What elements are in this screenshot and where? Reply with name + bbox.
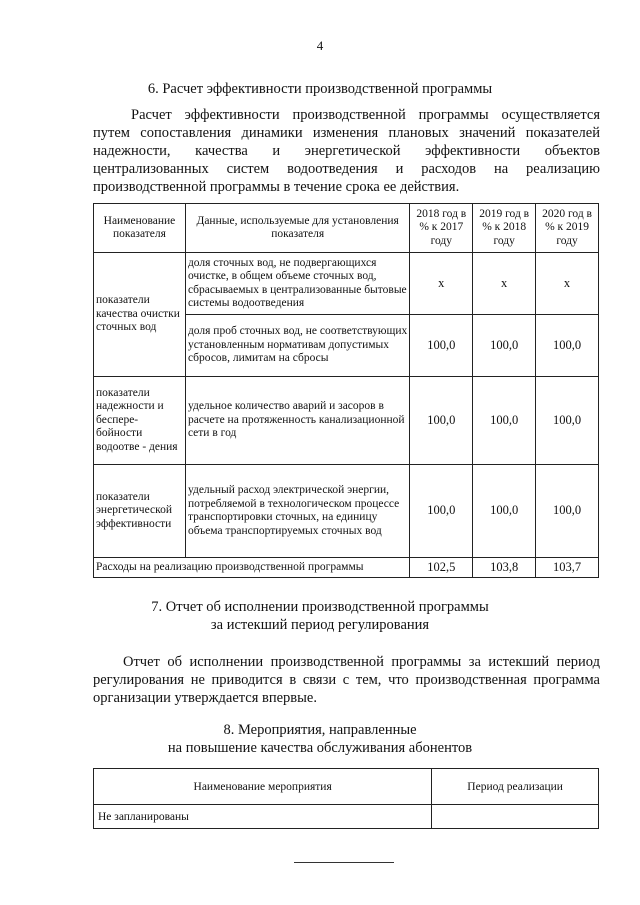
table-row — [94, 377, 599, 465]
header-measure-name: Наименование мероприятия — [94, 769, 432, 805]
cell-2020: 100,0 — [536, 465, 599, 558]
measures-table — [93, 768, 599, 829]
header-period: Период реализации — [432, 769, 599, 805]
paragraph-line: Расчет эффективности производственной программы осуществляется — [131, 107, 600, 123]
page-number: 4 — [316, 38, 324, 53]
header-data-used: Данные, используемые для установления показателя — [185, 204, 409, 253]
total-2019: 103,8 — [473, 558, 536, 578]
table-row — [94, 805, 599, 829]
cell-2018: x — [410, 253, 473, 315]
paragraph-line: организации утверждается впервые. — [93, 690, 317, 706]
header-2019: 2019 год в % к 2018 году — [473, 204, 536, 253]
total-2020: 103,7 — [536, 558, 599, 578]
paragraph-line: производственной программы в течение срока ее действия. — [93, 179, 460, 195]
row-group-label: показатели энергетической эффективности — [94, 465, 186, 558]
cell-2019: 100,0 — [473, 377, 536, 465]
cell-2018: 100,0 — [410, 377, 473, 465]
paragraph-line: централизованных систем водоотведения и расходов на реализацию — [93, 161, 600, 177]
cell-2019: 100,0 — [473, 315, 536, 377]
paragraph-line: регулирования не приводится в связи с тем, что производственная программа — [93, 672, 600, 688]
efficiency-table — [93, 203, 599, 578]
header-2018: 2018 год в % к 2017 году — [410, 204, 473, 253]
cell-2018: 100,0 — [410, 315, 473, 377]
header-2020: 2020 год в % к 2019 году — [536, 204, 599, 253]
table-row — [94, 253, 599, 315]
total-2018: 102,5 — [410, 558, 473, 578]
row-group-label: показатели качества очистки сточных вод — [94, 253, 186, 377]
footer-divider — [294, 862, 394, 863]
cell-2019: x — [473, 253, 536, 315]
row-data: доля сточных вод, не подвергающихся очистке, в общем объеме сточных вод, сбрасываемых в централизованные бытовые системы водоотведения — [185, 253, 409, 315]
measure-name: Не запланированы — [94, 805, 432, 829]
section-8-title — [0, 721, 640, 757]
paragraph-line: надежности, качества и энергетической эффективности объектов — [93, 143, 600, 159]
row-data: удельное количество аварий и засоров в расчете на протяженность канализационной сети в год — [185, 377, 409, 465]
measure-period — [432, 805, 599, 829]
row-data: доля проб сточных вод, не соответствующих установленным нормативам допустимых сбросов, лимитам на сбросы — [185, 315, 409, 377]
section-7-title-line: за истекший период регулирования — [210, 617, 430, 633]
section-8-title-line: 8. Мероприятия, направленные — [223, 722, 417, 738]
cell-2020: 100,0 — [536, 315, 599, 377]
cell-2019: 100,0 — [473, 465, 536, 558]
section-7-title-line: 7. Отчет об исполнении производственной программы — [151, 599, 489, 615]
cell-2020: x — [536, 253, 599, 315]
section-8-title-line: на повышение качества обслуживания абонентов — [167, 740, 473, 756]
section-6-paragraph — [93, 106, 600, 196]
row-group-label: показатели надежности и беспере- бойности водоотве - дения — [94, 377, 186, 465]
row-data: удельный расход электрической энергии, потребляемой в технологическом процессе транспортировки сточных, на единицу объема транспортируемых сточных вод — [185, 465, 409, 558]
header-indicator-name: Наименование показателя — [94, 204, 186, 253]
section-7-title — [0, 598, 640, 634]
table-row — [94, 465, 599, 558]
paragraph-line: Отчет об исполнении производственной программы за истекший период — [123, 654, 600, 670]
cell-2018: 100,0 — [410, 465, 473, 558]
section-7-paragraph — [93, 653, 600, 707]
total-label: Расходы на реализацию производственной программы — [94, 558, 410, 578]
table-total-row — [94, 558, 599, 578]
paragraph-line: путем сопоставления динамики изменения плановых значений показателей — [93, 125, 600, 141]
cell-2020: 100,0 — [536, 377, 599, 465]
table-header-row — [94, 204, 599, 253]
table-header-row — [94, 769, 599, 805]
section-6-title: 6. Расчет эффективности производственной программы — [147, 81, 493, 97]
